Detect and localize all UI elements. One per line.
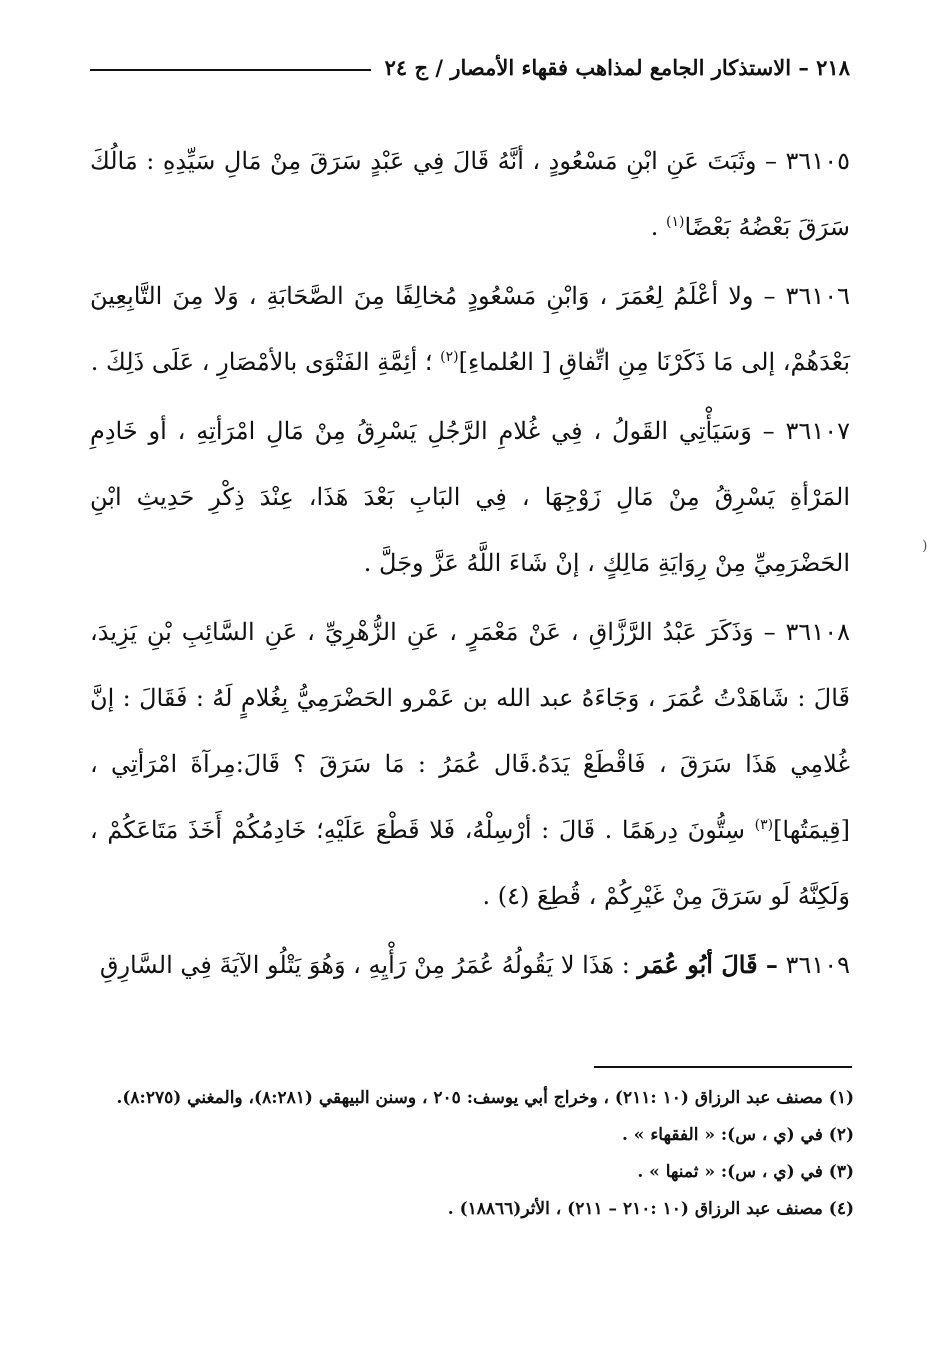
paragraph-text: – وثَبَتَ عَنِ ابْنِ مَسْعُودٍ ، أنَّهُ قَالَ فِي عَبْدٍ سَرَقَ مِنْ مَالِ سَيِّدِهِ : مَالُكَ سَرَقَ بَعْضُهُ بَعْضًا [90,147,850,241]
footnote-3: (٣) في (ي ، س): « ثمنها » . [637,1162,854,1182]
paragraph-36107 [90,398,850,596]
paragraph-tail: . [650,213,666,241]
paragraph-number: ٣٦١٠٦ [785,282,850,310]
header-title: ٢١٨ – الاستذكار الجامع لمذاهب فقهاء الأمصار / ج ٢٤ [384,54,850,80]
footnote-2: (٢) في (ي ، س): « الفقهاء » . [621,1125,854,1145]
footnote-ref: (٢) [440,349,459,365]
paragraph-36108 [90,599,850,929]
footnote-4: (٤) مصنف عبد الرزاق (١٠ :٢١٠ – ٢١١) ، الأثر(١٨٨٦٦) . [447,1199,854,1219]
paragraph-tail: ؛ أئِمَّةِ الفَتْوَى بالأمْصَارِ ، عَلَى ذَلِكَ . [90,348,441,376]
header-rule [90,69,371,71]
paragraph-number: ٣٦١٠٧ [785,417,850,445]
paragraph-text: : هَذَا لا يَقُولُهُ عُمَرُ مِنْ رَأْيِهِ ، وَهُوَ يَتْلُو الآيَةَ فِي السَّارِقِ [99,951,638,979]
main-text [90,128,850,998]
paragraph-36109 [90,932,850,998]
paragraph-text: – وَسَيَأْتِي القَولُ ، فِي غُلامِ الرَّجُلِ يَسْرِقُ مِنْ مَالِ امْرَأتِهِ ، أو خَادِمِ المَرْأةِ يَسْرِقُ مِنْ مَالِ زَوْجِهَا ، فِي البَابِ بَعْدَ هَذَا، عِنْدَ ذِكْرِ حَدِيثِ ابْنِ الحَضْرَمِيِّ مِنْ رِوَايَةِ مَالِكٍ ، إنْ شَاءَ اللَّهُ عَزَّ وجَلَّ . [90,417,850,577]
paragraph-36105 [90,128,850,260]
footnotes [88,1084,854,1232]
paragraph-bold-lead: – قَالَ أبُو عُمَر [637,950,778,979]
paragraph-number: ٣٦١٠٨ [785,618,850,646]
paragraph-number: ٣٦١٠٩ [785,951,850,979]
footnote-separator [594,1066,852,1068]
paragraph-text: – ولا أعْلَمُ لِعُمَرَ ، وَابْنِ مَسْعُودٍ مُخالِفًا مِنَ الصَّحَابَةِ ، وَلا مِنَ التَّابِعِينَ بَعْدَهُمْ، إلى مَا ذَكَرْنَا مِنِ اتِّفاقِ [ العُلماءِ] [90,282,850,376]
footnote-ref: (١) [665,214,685,230]
footnote-1: (١) مصنف عبد الرزاق (١٠ :٢١١) ، وخراج أبي يوسف: ٢٠٥ ، وسنن البيهقي (٨:٢٨١)، والمغني (٨:٢٧٥). [116,1088,854,1108]
paragraph-tail: سِتُّونَ دِرهَمًا . قَالَ : أرْسِلْهُ، فَلا قَطْعَ عَلَيْهِ؛ خَادِمُكُمْ أَخَذَ مَتَاعَكُمْ ، وَلَكِنَّهُ لَو سَرَقَ مِنْ غَيْرِكُمْ ، قُطِعَ (٤) . [90,816,850,910]
footnote-ref: (٣) [754,817,774,833]
paragraph-text: – وَذَكَرَ عَبْدُ الرَّزَّاقِ ، عَنْ مَعْمَرٍ ، عَنِ الزُّهْرِيِّ ، عَنِ السَّائِبِ بْنِ يَزِيدَ، قَالَ : شَاهَدْتُ عُمَرَ ، وَجَاءَهُ عبد الله بن عَمْرو الحَضْرَمِيُّ بِغُلامٍ لَهُ : فَقَالَ : إنَّ غُلامِي هَذَا سَرَقَ ، فَاقْطَعْ يَدَهُ.قَال عُمَرُ : مَا سَرَقَ ؟ قَالَ:مِرآةَ امْرَأتِي ، [قِيمَتُها] [90,618,850,844]
margin-mark: ( [922,538,928,554]
paragraph-number: ٣٦١٠٥ [785,147,850,175]
paragraph-36106 [90,263,850,395]
running-header [90,52,850,82]
